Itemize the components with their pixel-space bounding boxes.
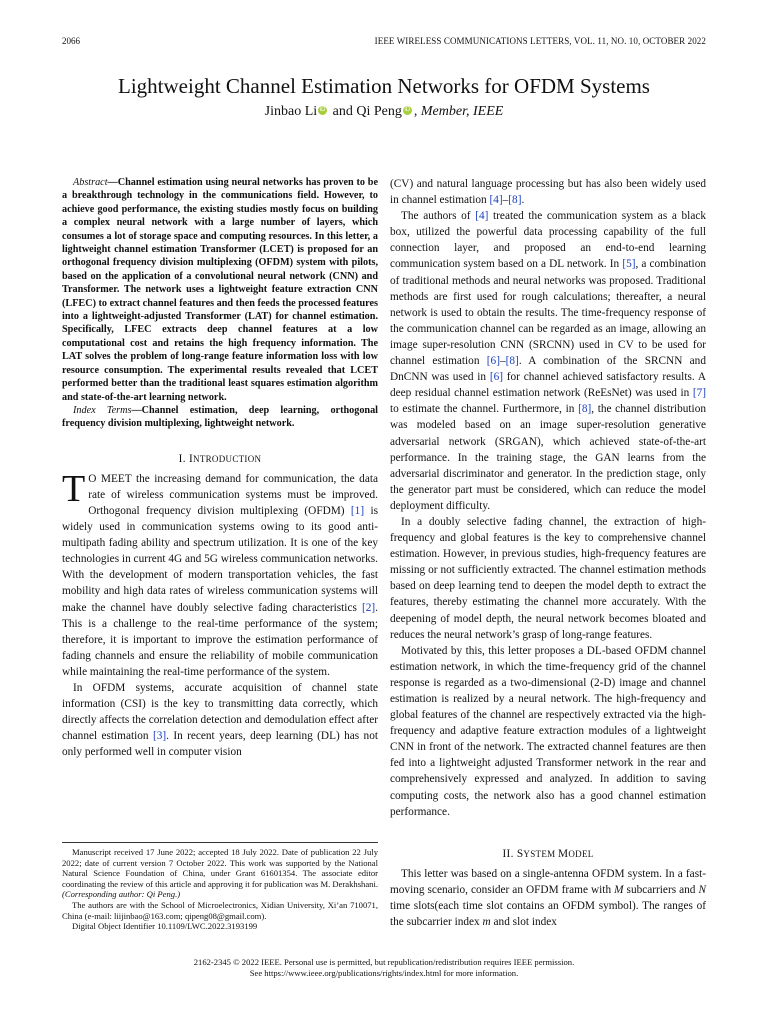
left-column — [62, 176, 378, 761]
footnote — [62, 842, 378, 932]
body-paragraph: This letter was based on a single-antenna OFDM system. In a fast-moving scenario, consider an OFDM frame with M subcarriers and N time slots(each time slot contains an OFDM symbol). The ranges of the subcarrier index m and slot index — [390, 867, 706, 929]
citation-link[interactable]: [2] — [361, 601, 376, 614]
intro-paragraph: T O MEET the increasing demand for communication, the data rate of wireless communication systems must be improved. Orthogonal frequency division multiplexing (OFDM) [1] is widely used in communication systems owing to its good anti-multipath fading ability and spectrum utilization. It is one of the key technologies in current 4G and 5G wireless communication networks. With the development of modern transportation vehicles, the fast mobility and high data rates of wireless communication systems will make the channel have doubly selective fading characteristics [2]. This is a challenge to the real-time performance of the system; therefore, it is important to improve the estimation performance of fading channels and ensure the reliability of mobile communication while maintaining the real-time performance of the system. — [62, 467, 378, 678]
copyright-line: 2162-2345 © 2022 IEEE. Personal use is permitted, but republication/redistribution requires IEEE permission. — [193, 957, 575, 967]
section-heading: I. INTRODUCTION — [178, 452, 262, 465]
citation-link[interactable]: [8] — [508, 194, 522, 207]
section-heading: II. SYSTEM MODEL — [502, 847, 594, 860]
body-paragraph: (CV) and natural language processing but has also been widely used in channel estimation [4]–[8]. — [390, 178, 706, 207]
citation-link[interactable]: [1] — [350, 505, 365, 517]
orcid-icon[interactable]: iD — [404, 107, 411, 113]
copyright-notice — [0, 957, 768, 978]
journal-header: IEEE WIRELESS COMMUNICATIONS LETTERS, VOL. 11, NO. 10, OCTOBER 2022 — [374, 36, 706, 46]
footnote-affiliation: The authors are with the School of Microelectronics, Xidian University, Xi’an 710071, China (e-mail: liijinbao@163.com; qipeng08@gmail.com). — [62, 899, 378, 921]
abstract-text: —Channel estimation using neural networks has proven to be a breakthrough technology in the communications field. However, to achieve good performance, the existing studies mostly focus on building a complex neural network with a large number of layers, which consumes a lot of storage space and computing resources. In this letter, a lightweight channel estimation Transformer (LCET) is proposed for an orthogonal frequency division multiplexing (OFDM) system with pilots, based on the application of a convolutional neural network (CNN) and Transformer. The network uses a lightweight feature extraction CNN (LFEC) to extract channel features and then feeds the processed features into a lightweight-adjusted Transformer (LAT) for channel estimation. Specifically, LFEC extracts deep channel features at a low computational cost and retains the high frequency information. The LAT solves the problem of long-range feature information loss with low resource consumption. The experimental results revealed that LCET performed better than the traditional least squares estimation algorithm and state-of-the-art learning network. — [62, 177, 378, 403]
citation-link[interactable]: [4] — [475, 210, 489, 223]
author-membership: Member, IEEE — [420, 104, 504, 119]
citation-link[interactable]: [7] — [692, 387, 706, 400]
author-name: Qi Peng — [356, 104, 402, 119]
footnote-manuscript: Manuscript received 17 June 2022; accepted 18 July 2022. Date of publication 22 July 2022; date of current version 7 October 2022. This work was supported by the National Natural Science Foundation of China, under Grant 61601354. The associate editor coordinating the review of this article and approving it for publication was M. Derakhshani. (Corresponding author: Qi Peng.) — [62, 847, 378, 900]
orcid-icon[interactable]: iD — [319, 107, 326, 113]
index-terms — [62, 404, 378, 431]
citation-link[interactable]: [8] — [505, 355, 519, 368]
citation-link[interactable]: [5] — [622, 258, 636, 271]
paper-title: Lightweight Channel Estimation Networks for OFDM Systems — [118, 74, 650, 98]
citation-link[interactable]: [8] — [578, 403, 592, 416]
citation-link[interactable]: [6] — [486, 355, 500, 368]
index-terms-label: Index Terms — [73, 404, 132, 416]
body-paragraph: In a doubly selective fading channel, the extraction of high-frequency and global features is the key to comprehensive channel estimation. However, in previous studies, high-frequency features are missing or not sufficiently extracted. The channel estimation methods based on deep learning tend to deepen the model depth to extract the features, thereby estimating the channel more accurately. With the deepening of model depth, the neural network becomes bloated and reduces the neural network’s grasp of long-range features. — [390, 515, 706, 641]
footnote-doi[interactable]: Digital Object Identifier 10.1109/LWC.2022.3193199 — [72, 921, 258, 932]
body-paragraph: The authors of [4] treated the communication system as a black box, utilized the powerful data processing capability of the full connection layer, and proposed an end-to-end learning communication system based on a DL network. In [5], a combination of traditional methods and neural networks was proposed. Traditional methods are first used for rough calculations; thereafter, a neural network is used to obtain the results. The time-frequency response of the communication channel can be regarded as an image, allowing an image super-resolution CNN (SRCNN) used in CV to be used for channel estimation [6]–[8]. A combination of the SRCNN and DnCNN was used in [6] for channel achieved satisfactory results. A deep residual channel estimation network (ReEsNet) was used in [7] to estimate the channel. Furthermore, in [8], the channel distribution was modeled based on an image super-resolution generative adversarial network (SRGAN), which achieved state-of-the-art performance. In the training stage, the GAN learns from the adversarial discriminator and generator. In the prediction stage, only the generator part must be considered, which can reduce the model deployment difficulty. — [390, 210, 706, 512]
citation-link[interactable]: [3] — [152, 730, 167, 743]
right-column — [390, 176, 706, 930]
rights-link[interactable]: See https://www.ieee.org/publications/rights/index.html for more information. — [249, 967, 519, 978]
author-line: Jinbao Li iD and Qi Peng iD , Member, IEEE — [264, 104, 504, 119]
drop-cap: T — [62, 467, 86, 510]
author-separator: and — [329, 104, 357, 119]
citation-link[interactable]: [4] — [489, 194, 503, 207]
citation-link[interactable]: [6] — [489, 371, 503, 384]
abstract-label: Abstract — [73, 177, 108, 188]
abstract — [62, 176, 378, 404]
page-number: 2066 — [62, 36, 80, 46]
body-paragraph: Motivated by this, this letter proposes a DL-based OFDM channel estimation network, in which the time-frequency grid of the channel response is regarded as a two-dimensional (2-D) image and channel estimation is realized by a neural network. The high-frequency and global features of the channel are respectively extracted via the high-frequency and adaptive feature extraction modules of a lightweight CNN in front of the network. The extracted channel features are then fed into a lightweight adjusted Transformer network in the rear and comprehensively expressed and analyzed. In addition to saving computing costs, the network also has a good channel estimation performance. — [390, 644, 706, 818]
intro-paragraph: In OFDM systems, accurate acquisition of channel state information (CSI) is the key to transmitting data correctly, which directly affects the correlation detection and demodulation effect after channel estimation [3]. In recent years, deep learning (DL) has not only performed well in computer vision — [62, 682, 378, 759]
index-terms-text: —Channel estimation, deep learning, orthogonal frequency division multiplexing, lightweight network. — [62, 404, 378, 430]
author-name: Jinbao Li — [264, 104, 318, 119]
